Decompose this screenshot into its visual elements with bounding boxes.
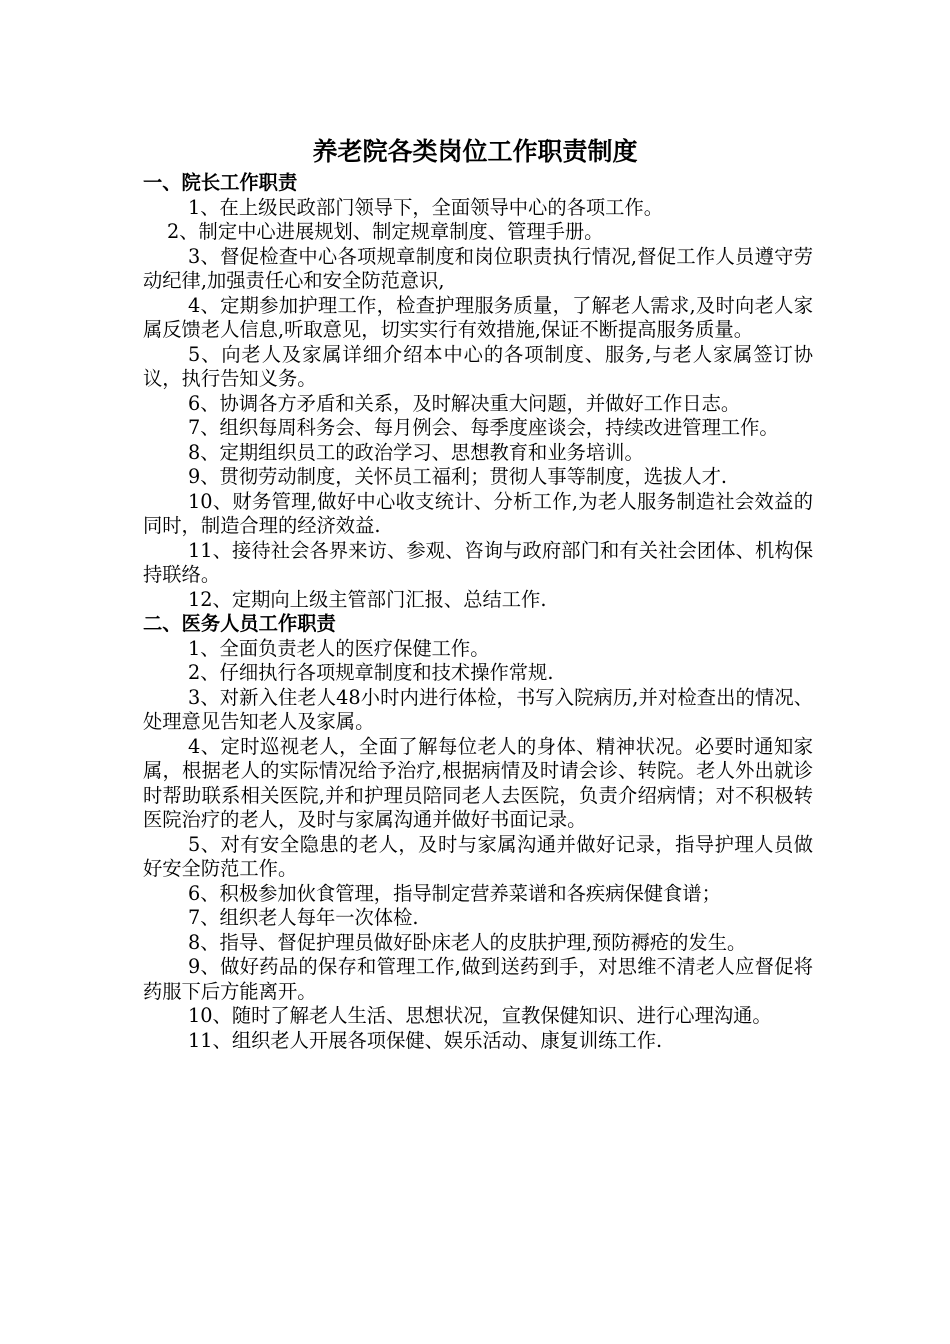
list-item: 9、贯彻劳动制度，关怀员工福利；贯彻人事等制度，选拔人才. [188,465,727,488]
list-item: 4、定时巡视老人，全面了解每位老人的身体、精神状况。必要时通知家属，根据老人的实际情况给予治疗,根据病情及时请会诊、转院。老人外出就诊时帮助联系相关医院,并和护理员陪同老人去医院，负责介绍病情；对不积极转医院治疗的老人，及时与家属沟通并做好书面记录。 [143,734,813,831]
section-heading: 二、医务人员工作职责 [143,612,336,635]
list-item: 8、定期组织员工的政治学习、思想教育和业务培训。 [188,440,644,464]
list-item: 2、制定中心进展规划、制定规章制度、管理手册。 [167,220,604,243]
list-item: 9、做好药品的保存和管理工作,做到送药到手，对思维不清老人应督促将药服下后方能离开。 [143,955,813,1003]
list-item: 7、组织每周科务会、每月例会、每季度座谈会，持续改进管理工作。 [188,416,779,439]
list-item: 8、指导、督促护理员做好卧床老人的皮肤护理,预防褥疮的发生。 [188,930,747,954]
list-item: 5、向老人及家属详细介绍本中心的各项制度、服务,与老人家属签订协议，执行告知义务。 [143,342,813,390]
list-item: 1、在上级民政部门领导下，全面领导中心的各项工作。 [188,195,664,219]
section-director-duties [143,171,813,612]
document-body [143,171,813,1053]
document-title: 养老院各类岗位工作职责制度 [312,137,638,166]
list-item: 11、组织老人开展各项保健、娱乐活动、康复训练工作. [188,1028,663,1052]
section-medical-staff-duties [143,612,813,1053]
section-heading: 一、院长工作职责 [143,171,298,194]
list-item: 3、督促检查中心各项规章制度和岗位职责执行情况,督促工作人员遵守劳动纪律,加强责任心和安全防范意识, [143,244,813,292]
list-item: 2、仔细执行各项规章制度和技术操作常规. [188,661,554,684]
list-item: 10、随时了解老人生活、思想状况，宣教保健知识、进行心理沟通。 [188,1004,772,1027]
list-item: 7、组织老人每年一次体检. [188,906,419,929]
list-item: 12、定期向上级主管部门汇报、总结工作. [188,587,547,611]
list-item: 6、积极参加伙食管理，指导制定营养菜谱和各疾病保健食谱； [188,881,721,905]
list-item: 1、全面负责老人的医疗保健工作。 [188,636,490,660]
list-item: 3、对新入住老人48小时内进行体检，书写入院病历,并对检查出的情况、处理意见告知老人及家属。 [143,685,813,733]
list-item: 10、财务管理,做好中心收支统计、分析工作,为老人服务制造社会效益的同时，制造合理的经济效益. [143,489,813,537]
list-item: 5、对有安全隐患的老人，及时与家属沟通并做好记录，指导护理人员做好安全防范工作。 [143,832,813,880]
list-item: 4、定期参加护理工作，检查护理服务质量，了解老人需求,及时向老人家属反馈老人信息,听取意见，切实实行有效措施,保证不断提高服务质量。 [143,293,813,341]
list-item: 11、接待社会各界来访、参观、咨询与政府部门和有关社会团体、机构保持联络。 [143,538,813,586]
list-item: 6、协调各方矛盾和关系，及时解决重大问题，并做好工作日志。 [188,391,741,415]
